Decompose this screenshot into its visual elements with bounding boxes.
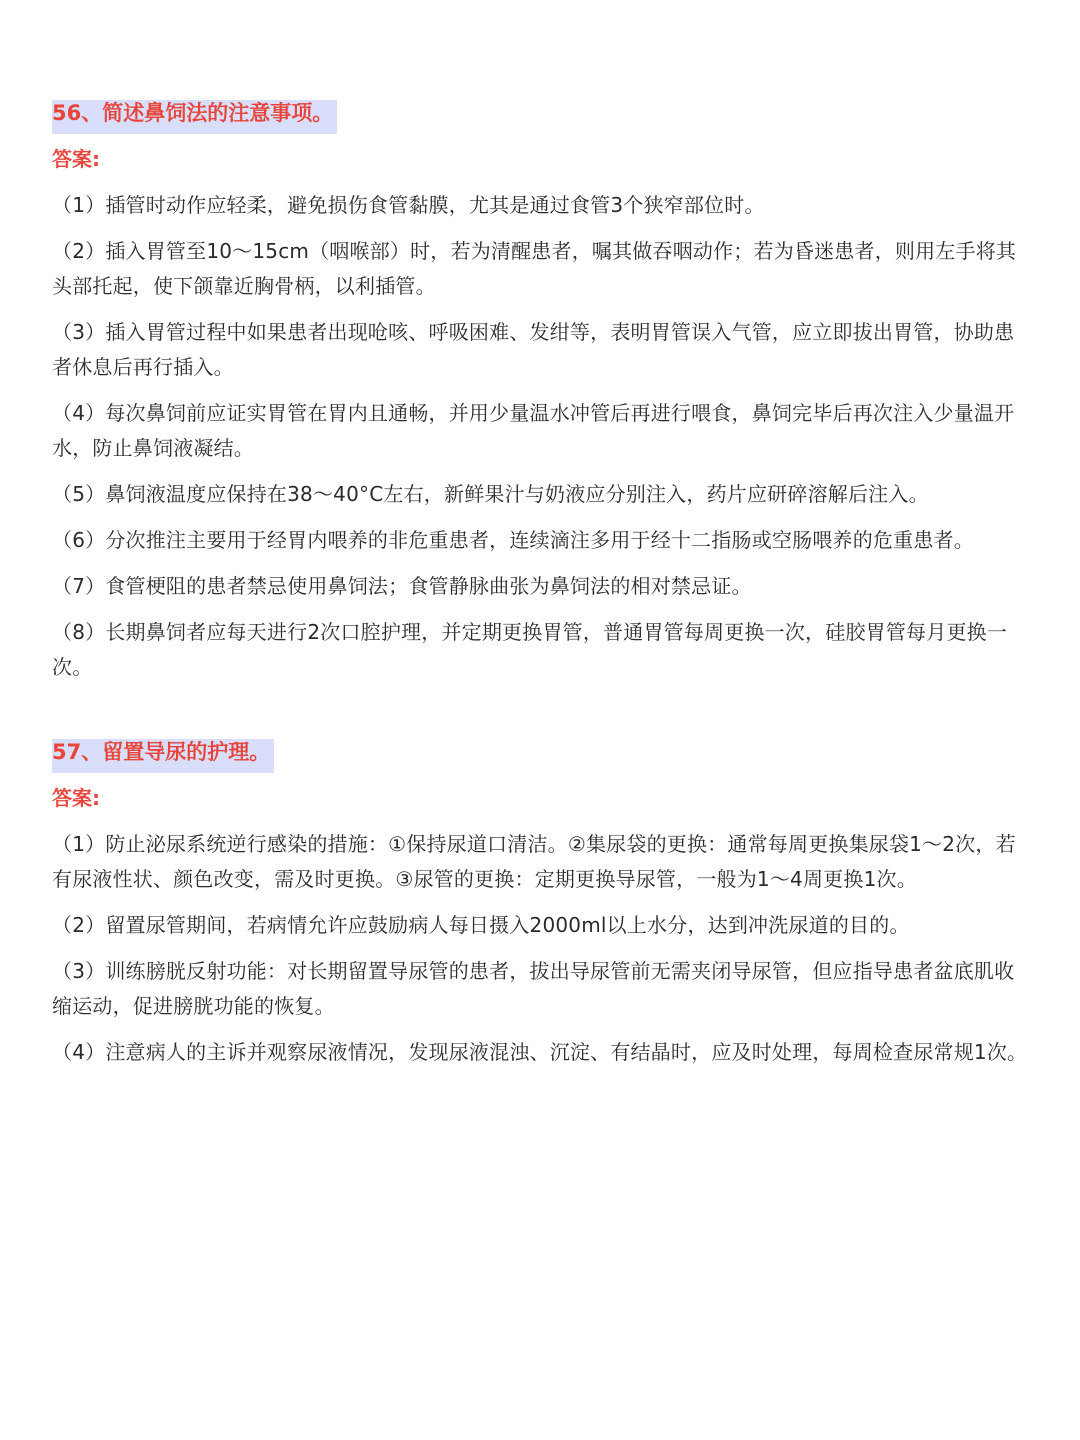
answer-item: （4）每次鼻饲前应证实胃管在胃内且通畅，并用少量温水冲管后再进行喂食，鼻饲完毕后再次注入少量温开水，防止鼻饲液凝结。 xyxy=(52,401,1015,460)
answer-item: （2）插入胃管至10～15cm（咽喉部）时，若为清醒患者，嘱其做吞咽动作；若为昏迷患者，则用左手将其头部托起，使下颌靠近胸骨柄，以利插管。 xyxy=(52,239,1017,298)
question-57-section xyxy=(52,735,1030,1070)
answer-item: （7）食管梗阻的患者禁忌使用鼻饲法；食管静脉曲张为鼻饲法的相对禁忌证。 xyxy=(52,574,752,598)
answer-label: 答案: xyxy=(52,786,100,810)
document-page xyxy=(52,96,1030,1081)
answer-item: （3）插入胃管过程中如果患者出现呛咳、呼吸困难、发绀等，表明胃管误入气管，应立即拔出胃管，协助患者休息后再行插入。 xyxy=(52,320,1015,379)
answer-item: （1）插管时动作应轻柔，避免损伤食管黏膜，尤其是通过食管3个狭窄部位时。 xyxy=(52,193,765,217)
question-56-section xyxy=(52,96,1030,685)
answer-item: （3）训练膀胱反射功能：对长期留置导尿管的患者，拔出导尿管前无需夹闭导尿管，但应指导患者盆底肌收缩运动，促进膀胱功能的恢复。 xyxy=(52,959,1015,1018)
question-57-title-text: 57、留置导尿的护理。 xyxy=(52,740,271,764)
answer-label: 答案: xyxy=(52,147,100,171)
answer-item: （2）留置尿管期间，若病情允许应鼓励病人每日摄入2000ml以上水分，达到冲洗尿道的目的。 xyxy=(52,913,910,937)
question-56-title-text: 56、简述鼻饲法的注意事项。 xyxy=(52,101,334,125)
answer-item: （8）长期鼻饲者应每天进行2次口腔护理，并定期更换胃管，普通胃管每周更换一次，硅胶胃管每月更换一次。 xyxy=(52,620,1008,679)
answer-item: （6）分次推注主要用于经胃内喂养的非危重患者，连续滴注多用于经十二指肠或空肠喂养的危重患者。 xyxy=(52,528,974,552)
answer-item: （4）注意病人的主诉并观察尿液情况，发现尿液混浊、沉淀、有结晶时，应及时处理，每周检查尿常规1次。 xyxy=(52,1040,1028,1064)
question-57-title xyxy=(52,735,272,769)
answer-item: （1）防止泌尿系统逆行感染的措施：①保持尿道口清洁。②集尿袋的更换：通常每周更换集尿袋1～2次，若有尿液性状、颜色改变，需及时更换。③尿管的更换：定期更换导尿管，一般为1～4周更换1次。 xyxy=(52,832,1016,891)
question-56-title xyxy=(52,96,335,130)
answer-item: （5）鼻饲液温度应保持在38～40°C左右，新鲜果汁与奶液应分别注入，药片应研碎溶解后注入。 xyxy=(52,482,929,506)
